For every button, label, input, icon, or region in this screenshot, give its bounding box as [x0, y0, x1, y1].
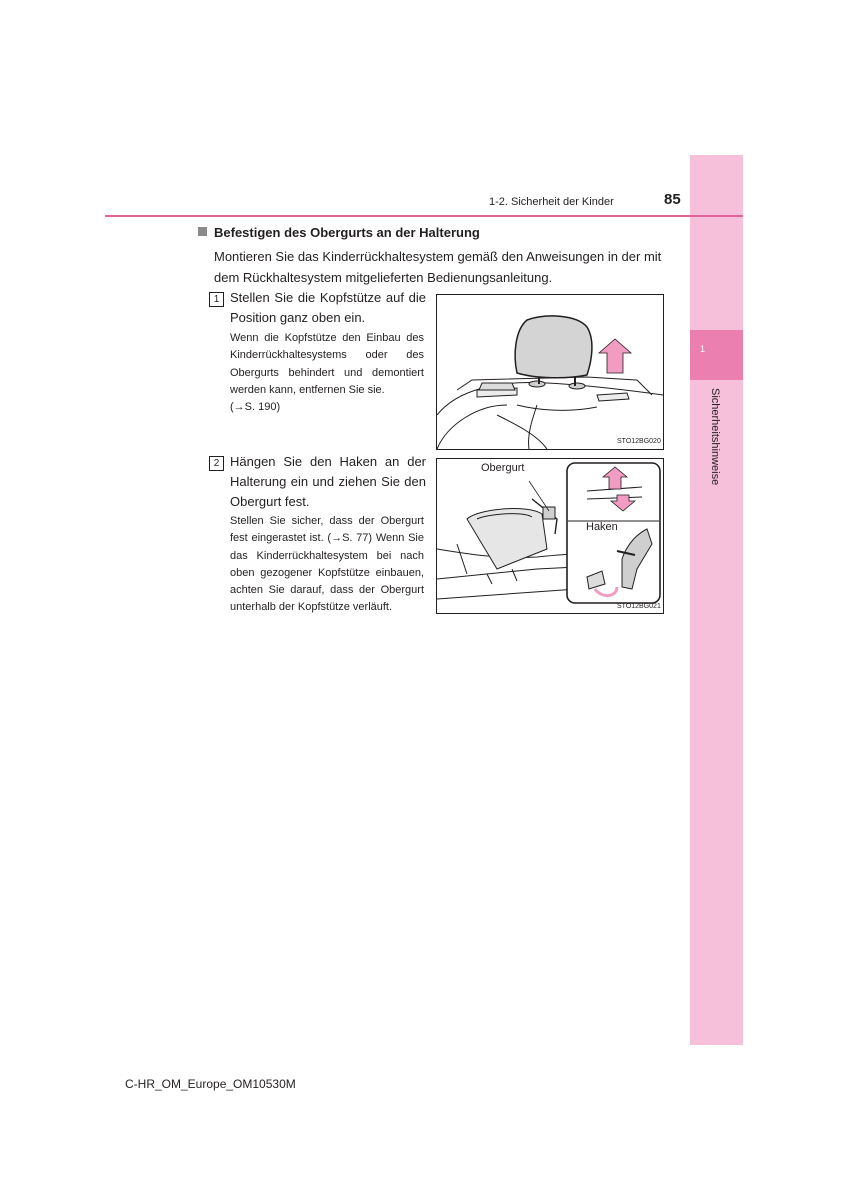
top-tether-figure — [436, 458, 664, 614]
header-divider — [105, 215, 743, 217]
label-hook: Haken — [586, 521, 618, 533]
figure-1-code: STO12BG020 — [617, 438, 661, 445]
chapter-number: 1 — [700, 344, 706, 354]
chapter-tab-strip — [690, 155, 743, 1045]
intro-paragraph: Montieren Sie das Kinderrückhaltesystem gemäß den Anweisungen in der mit dem Rückhaltesystem mitgelieferten Bedienungsanleitung. — [214, 249, 662, 285]
step-1-note-text: Wenn die Kopfstütze den Einbau des Kinderrückhaltesystems oder des Obergurts behindert und demontiert werden kann, entfernen Sie sie. — [230, 332, 424, 396]
label-top-tether: Obergurt — [481, 462, 525, 474]
top-tether-leader-line — [529, 481, 549, 511]
step-2-text: Hängen Sie den Haken an der Halterung ein und ziehen Sie den Obergurt fest. — [230, 454, 426, 509]
up-arrow-icon — [599, 339, 631, 373]
headrest-illustration — [437, 295, 663, 449]
square-bullet-icon — [198, 227, 207, 236]
page-number: 85 — [664, 191, 681, 208]
step-1-reference: (→S. 190) — [230, 401, 281, 414]
step-1-number: 1 — [209, 292, 224, 307]
running-header-section: 1-2. Sicherheit der Kinder — [489, 196, 614, 208]
step-1-text: Stellen Sie die Kopfstütze auf die Position ganz oben ein. — [230, 290, 426, 325]
step-2-note: Stellen Sie sicher, dass der Obergurt fest eingerastet ist. (→S. 77) Wenn Sie das Kinderrückhaltesystem bei nach oben gezogener Kopfstütze einbauen, achten Sie darauf, dass der Obergurt unterhalb der Kopfstütze verläuft. — [230, 515, 424, 614]
figure-2-code: STO12BG021 — [617, 603, 661, 610]
footer-document-code: C-HR_OM_Europe_OM10530M — [125, 1077, 296, 1091]
section-title — [198, 225, 480, 240]
step-2-number: 2 — [209, 456, 224, 471]
section-title-text: Befestigen des Obergurts an der Halterung — [214, 225, 480, 240]
top-tether-illustration — [437, 459, 663, 613]
step-1-note — [230, 330, 424, 416]
headrest-figure — [436, 294, 664, 450]
chapter-tab-active — [690, 330, 743, 380]
chapter-title: Sicherheitshinweise — [709, 388, 721, 486]
